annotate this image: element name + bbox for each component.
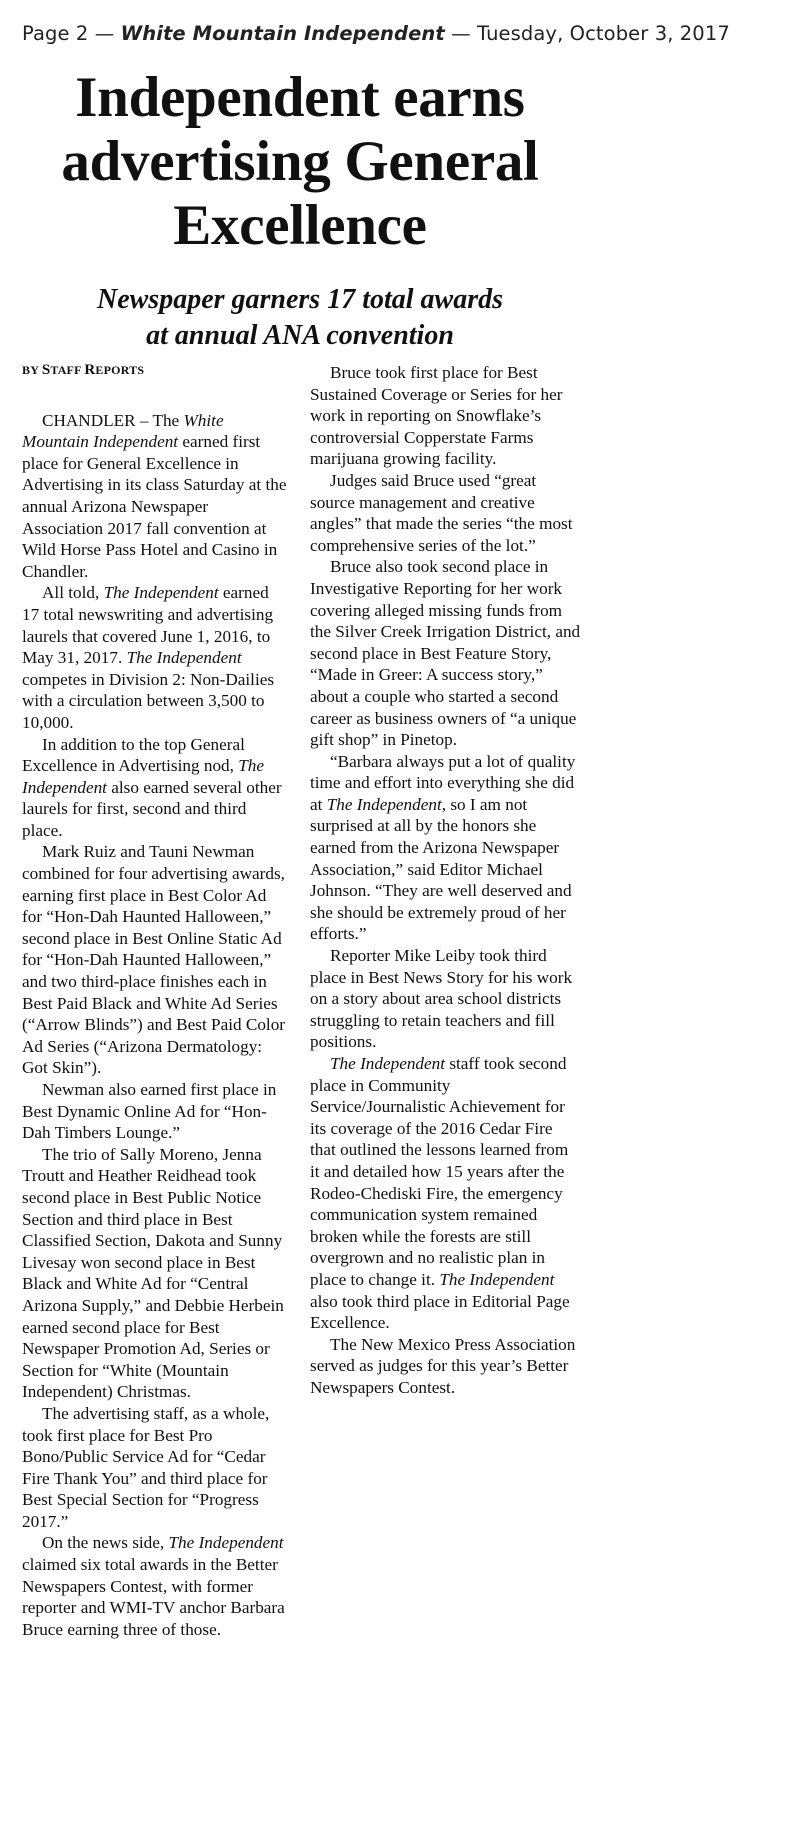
byline: BY STAFF REPORTS xyxy=(22,362,145,378)
body-paragraph: The advertising staff, as a whole, took first place for Best Pro Bono/Public Service Ad for “Cedar Fire Thank You” and third place for Best Special Section for “Progress 2017.” xyxy=(22,1403,270,1531)
article-headline xyxy=(0,66,600,258)
article-deck xyxy=(0,282,600,354)
article-column-2 xyxy=(310,362,582,1399)
headline-line: advertising General xyxy=(61,130,539,193)
deck-line: Newspaper garners 17 total awards xyxy=(96,284,504,315)
folio-separator: — xyxy=(88,22,121,45)
body-paragraph: Judges said Bruce used “great source management and creative angles” that made the series “the most comprehensive series of the lot.” xyxy=(310,470,573,555)
page-folio xyxy=(22,22,730,45)
folio-publication: White Mountain Independent xyxy=(120,22,445,45)
body-paragraph: Bruce took first place for Best Sustained Coverage or Series for her work in reporting on Snowflake’s controversial Copperstate Farms marijuana growing facility. xyxy=(310,363,563,469)
headline-line: Excellence xyxy=(173,194,427,257)
body-paragraph: Bruce also took second place in Investigative Reporting for her work covering alleged missing funds from the Silver Creek Irrigation District, and second place in Best Feature Story, “Made in Greer: A success story,” about a couple who started a second career as business owners of “a unique gift shop” in Pinetop. xyxy=(310,557,581,750)
body-paragraph: CHANDLER – The White Mountain Independent earned first place for General Excellence in Advertising in its class Saturday at the annual Arizona Newspaper Association 2017 fall convention at Wild Horse Pass Hotel and Casino in Chandler. xyxy=(22,410,287,581)
body-paragraph: The trio of Sally Moreno, Jenna Troutt and Heather Reidhead took second place in Best Public Notice Section and third place in Best Classified Section, Dakota and Sunny Livesay won second place in Best Black and White Ad for “Central Arizona Supply,” and Debbie Herbein earned second place for Best Newspaper Promotion Ad, Series or Section for “White (Mountain Independent) Christmas. xyxy=(22,1144,284,1402)
body-paragraph: On the news side, The Independent claimed six total awards in the Better Newspapers Contest, with former reporter and WMI-TV anchor Barbara Bruce earning three of those. xyxy=(22,1533,285,1639)
body-paragraph: Mark Ruiz and Tauni Newman combined for four advertising awards, earning first place in Best Color Ad for “Hon-Dah Haunted Halloween,” second place in Best Online Static Ad for “Hon-Dah Haunted Halloween,” and two third-place finishes each in Best Paid Black and White Ad Series (“Arrow Blinds”) and Best Paid Color Ad Series (“Arizona Dermatology: Got Skin”). xyxy=(22,842,286,1078)
article-column-1 xyxy=(22,360,290,1640)
body-paragraph: The New Mexico Press Association served as judges for this year’s Better Newspapers Contest. xyxy=(310,1334,576,1397)
body-paragraph: Reporter Mike Leiby took third place in Best News Story for his work on a story about area school districts struggling to retain teachers and fill positions. xyxy=(310,946,573,1052)
body-paragraph: “Barbara always put a lot of quality time and effort into everything she did at The Independent, so I am not surprised at all by the honors she earned from the Arizona Newspaper Association,” said Editor Michael Johnson. “They are well deserved and she should be extremely proud of her efforts.” xyxy=(310,751,576,944)
folio-page: Page 2 xyxy=(22,22,89,45)
deck-line: at annual ANA convention xyxy=(146,320,454,351)
folio-separator: — xyxy=(444,22,478,45)
body-paragraph: All told, The Independent earned 17 total newswriting and advertising laurels that covered June 1, 2016, to May 31, 2017. The Independent competes in Division 2: Non-Dailies with a circulation between 3,500 to 10,000. xyxy=(22,583,275,732)
headline-line: Independent earns xyxy=(75,66,525,129)
body-paragraph: The Independent staff took second place in Community Service/Journalistic Achievement for its coverage of the 2016 Cedar Fire that outlined the lessons learned from it and detailed how 15 years after the Rodeo-Chediski Fire, the emergency communication system remained broken while the forests are still overgrown and no realistic plan in place to change it. The Independent also took third place in Editorial Page Excellence. xyxy=(310,1054,570,1333)
body-paragraph: Newman also earned first place in Best Dynamic Online Ad for “Hon-Dah Timbers Lounge.” xyxy=(22,1080,277,1143)
folio-date: Tuesday, October 3, 2017 xyxy=(477,22,730,45)
body-paragraph: In addition to the top General Excellence in Advertising nod, The Independent also earned several other laurels for first, second and third place. xyxy=(22,734,282,840)
